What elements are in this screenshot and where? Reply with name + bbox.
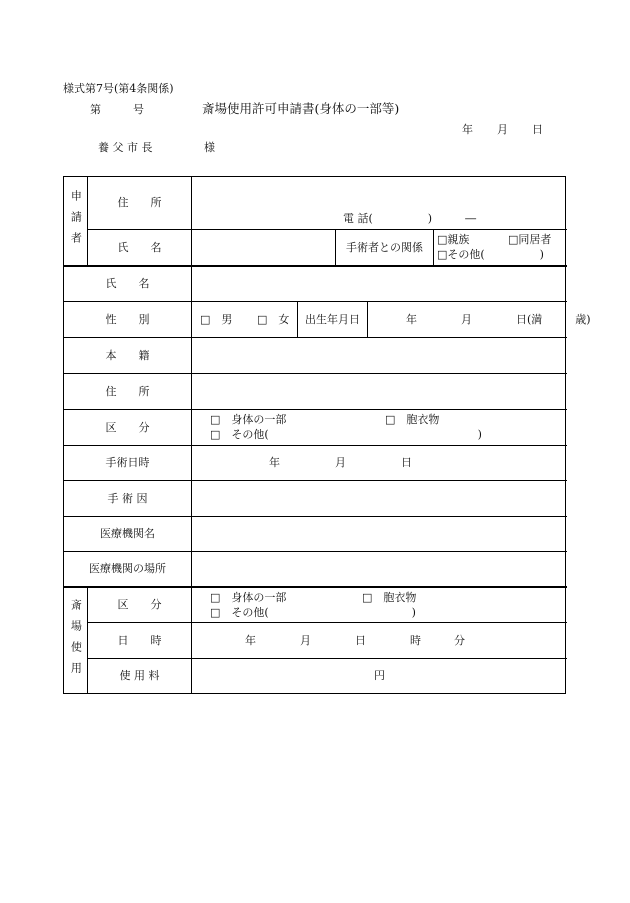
subject-name-field[interactable] bbox=[192, 267, 567, 301]
subject-name-label: 氏 名 bbox=[105, 277, 150, 291]
form-title: 斎場使用許可申請書(身体の一部等) bbox=[202, 101, 400, 116]
birth-date-field[interactable]: 年 月 日(満 歳) bbox=[406, 313, 591, 326]
domicile-field[interactable] bbox=[192, 338, 567, 373]
applicant-section-label: 申請者 bbox=[69, 189, 83, 253]
hospital-location-field[interactable] bbox=[192, 552, 567, 586]
usage-section-label: 斎場使用 bbox=[69, 598, 83, 683]
category-option-other[interactable]: □ その他( ) bbox=[210, 428, 482, 441]
applicant-name-field[interactable] bbox=[192, 230, 335, 265]
surgery-date-label: 手術日時 bbox=[105, 456, 150, 470]
subject-address-field[interactable] bbox=[192, 374, 567, 409]
form-number: 様式第7号(第4条関係) bbox=[63, 82, 174, 95]
sex-option-male[interactable]: □ 男 bbox=[200, 313, 233, 326]
divider bbox=[367, 301, 368, 337]
category-option-body-part[interactable]: □ 身体の一部 bbox=[210, 413, 287, 426]
applicant-address-label: 住 所 bbox=[117, 196, 162, 210]
applicant-phone-label: 電 話( ) ― bbox=[343, 212, 477, 225]
usage-fee-field[interactable]: 円 bbox=[374, 669, 385, 683]
hospital-name-label: 医療機関名 bbox=[100, 527, 155, 541]
applicant-name-label: 氏 名 bbox=[117, 240, 162, 254]
usage-category-option-placenta[interactable]: □ 胞衣物 bbox=[362, 591, 417, 604]
usage-category-label: 区 分 bbox=[117, 598, 162, 612]
date-day: 日 bbox=[532, 123, 543, 136]
number-suffix: 号 bbox=[133, 103, 144, 116]
date-year: 年 bbox=[462, 123, 473, 136]
honorific: 様 bbox=[204, 141, 215, 154]
surgery-date-field[interactable]: 年 月 日 bbox=[269, 456, 412, 469]
relation-label: 手術者との関係 bbox=[346, 240, 423, 254]
relation-option-cohabitant[interactable]: □同居者 bbox=[508, 233, 552, 246]
category-label: 区 分 bbox=[105, 420, 150, 434]
addressee: 養 父 市 長 bbox=[98, 141, 153, 154]
hospital-location-label: 医療機関の場所 bbox=[89, 562, 166, 576]
relation-option-other[interactable]: □その他( ) bbox=[437, 248, 544, 261]
usage-category-option-body-part[interactable]: □ 身体の一部 bbox=[210, 591, 287, 604]
domicile-label: 本 籍 bbox=[105, 348, 150, 362]
usage-category-option-other[interactable]: □ その他( ) bbox=[210, 606, 416, 619]
surgery-cause-label: 手 術 因 bbox=[107, 491, 148, 505]
date-month: 月 bbox=[497, 123, 508, 136]
relation-option-relative[interactable]: □親族 bbox=[437, 233, 470, 246]
surgery-cause-field[interactable] bbox=[192, 481, 567, 516]
number-prefix: 第 bbox=[90, 103, 101, 116]
sex-option-female[interactable]: □ 女 bbox=[257, 313, 290, 326]
usage-fee-label: 使 用 料 bbox=[119, 669, 160, 683]
category-option-placenta[interactable]: □ 胞衣物 bbox=[385, 413, 440, 426]
usage-datetime-field[interactable]: 年 月 日 時 分 bbox=[245, 634, 465, 647]
application-form-table bbox=[63, 176, 591, 694]
hospital-name-field[interactable] bbox=[192, 517, 567, 551]
birth-date-label: 出生年月日 bbox=[305, 312, 360, 326]
usage-datetime-label: 日 時 bbox=[117, 633, 162, 647]
sex-label: 性 別 bbox=[105, 312, 150, 326]
divider bbox=[433, 229, 434, 265]
subject-address-label: 住 所 bbox=[105, 384, 150, 398]
